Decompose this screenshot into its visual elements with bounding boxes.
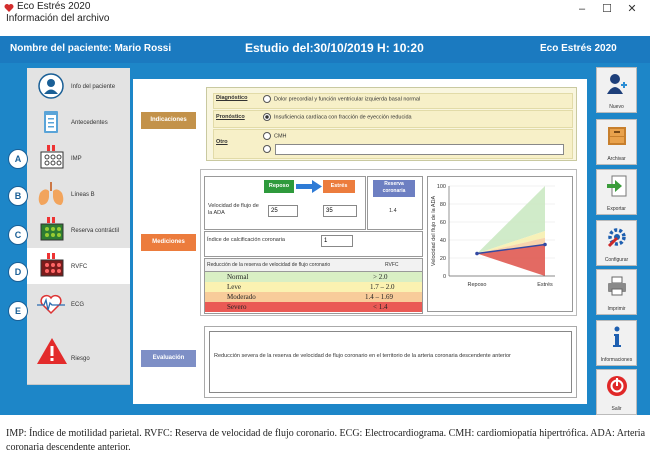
minimize-button[interactable]: – bbox=[578, 3, 586, 15]
table-row-normal bbox=[205, 272, 422, 282]
app-name: Eco Estrés 2020 bbox=[540, 43, 617, 54]
evaluacion-text: Reducción severa de la reserva de velocidad de flujo coronario en el territorio de la arteria coronaria descendente anterior bbox=[214, 353, 511, 359]
row-grade: Severo bbox=[227, 303, 247, 311]
y-tick-label: 40 bbox=[439, 238, 446, 244]
evaluacion-textarea[interactable] bbox=[209, 331, 572, 393]
window-title: Eco Estrés 2020 bbox=[17, 1, 91, 12]
figure-caption: IMP: Índice de motilidad parietal. RVFC: Reserva de velocidad de flujo coronario. ECG: Electrocardiograma. CMH: cardiomiopatía hipertrófica. ADA: Arteria coronaria descendente anterior. bbox=[6, 428, 646, 453]
y-tick-label: 80 bbox=[439, 202, 446, 208]
row-value: 1.4 – 1.69 bbox=[365, 293, 393, 301]
mediciones-tag: Mediciones bbox=[141, 234, 196, 251]
calcification-box bbox=[204, 231, 423, 257]
x-tick-label: Reposo bbox=[467, 282, 487, 288]
imprimir-label: Imprimir bbox=[607, 306, 626, 312]
clipboard-icon bbox=[35, 109, 67, 135]
row-grade: Leve bbox=[227, 283, 241, 291]
lungs-icon bbox=[35, 181, 67, 207]
imprimir-button[interactable] bbox=[596, 269, 637, 315]
pronostico-label: Pronóstico bbox=[216, 114, 245, 120]
data-point bbox=[543, 243, 547, 247]
sidebar-item-label: Riesgo bbox=[71, 356, 90, 362]
sidebar-item-reserva-contractil[interactable] bbox=[27, 212, 130, 249]
y-tick-label: 20 bbox=[439, 256, 446, 262]
row-value: 1.7 – 2.0 bbox=[370, 283, 395, 291]
nuevo-button[interactable] bbox=[596, 67, 637, 113]
sidebar-item-label: Reserva contráctil bbox=[71, 228, 120, 234]
exportar-button[interactable] bbox=[596, 169, 637, 215]
configurar-button[interactable] bbox=[596, 220, 637, 266]
calcification-input[interactable]: 1 bbox=[321, 235, 353, 247]
radio-free-icon bbox=[263, 145, 271, 153]
data-point bbox=[475, 252, 479, 256]
letter-badge-d: D bbox=[8, 262, 28, 282]
pronostico-radio[interactable] bbox=[263, 113, 412, 121]
sidebar-item-label: IMP bbox=[71, 156, 82, 162]
letter-badge-a: A bbox=[8, 149, 28, 169]
table-row-severo bbox=[205, 302, 422, 312]
export-icon bbox=[606, 174, 628, 198]
archive-icon bbox=[606, 124, 628, 148]
y-axis-label: Velocidad del flujo de la ADA bbox=[431, 195, 437, 267]
table-row-leve bbox=[205, 282, 422, 292]
sidebar-item-label: RVFC bbox=[71, 264, 88, 270]
diagnostico-option: Dolor precordial y función ventricular izquierda basal normal bbox=[274, 96, 421, 103]
letter-badge-e: E bbox=[8, 301, 28, 321]
archivar-button[interactable] bbox=[596, 119, 637, 165]
otro-radio-cmh[interactable] bbox=[263, 132, 287, 140]
table-row-moderado bbox=[205, 292, 422, 302]
nuevo-label: Nuevo bbox=[609, 104, 624, 110]
sidebar-item-label: Líneas B bbox=[71, 192, 95, 198]
y-tick-label: 100 bbox=[436, 184, 446, 190]
sidebar-item-label: Info del paciente bbox=[71, 84, 116, 90]
salir-button[interactable] bbox=[596, 369, 637, 415]
new-user-icon bbox=[606, 72, 628, 96]
power-icon bbox=[606, 374, 628, 398]
sidebar-item-patient-info[interactable] bbox=[27, 68, 130, 105]
sidebar-item-rvfc[interactable] bbox=[27, 248, 130, 285]
letter-badge-b: B bbox=[8, 186, 28, 206]
otro-text-input[interactable] bbox=[275, 144, 564, 155]
velocity-label: Velocidad de flujo de la ADA bbox=[208, 203, 259, 216]
evaluacion-tag: Evaluación bbox=[141, 350, 196, 367]
pronostico-option: Insuficiencia cardíaca con fracción de eyección reducida bbox=[274, 114, 412, 121]
velocity-stress-input[interactable]: 35 bbox=[323, 205, 357, 217]
letter-badge-c: C bbox=[8, 225, 28, 245]
row-grade: Moderado bbox=[227, 293, 256, 301]
close-button[interactable]: ✕ bbox=[627, 3, 637, 15]
patient-icon bbox=[35, 73, 67, 99]
coronary-flow-icon bbox=[35, 253, 67, 279]
velocity-rest-input[interactable]: 25 bbox=[268, 205, 298, 217]
informaciones-button[interactable] bbox=[596, 320, 637, 366]
archivar-label: Archivar bbox=[607, 156, 626, 162]
sidebar-item-label: ECG bbox=[71, 302, 85, 308]
y-tick-label: 0 bbox=[442, 274, 446, 280]
arrow-right-icon bbox=[296, 180, 322, 193]
sidebar-item-antecedentes[interactable] bbox=[27, 104, 130, 141]
wall-motion-icon bbox=[35, 145, 67, 171]
x-tick-label: Estrés bbox=[537, 282, 553, 288]
exportar-label: Exportar bbox=[607, 206, 626, 212]
velocity-chart bbox=[427, 176, 572, 311]
sidebar-item-imp[interactable] bbox=[27, 140, 130, 177]
salir-label: Salir bbox=[611, 406, 622, 412]
sidebar-item-lineas-b[interactable] bbox=[27, 176, 130, 213]
maximize-button[interactable]: ☐ bbox=[602, 3, 612, 15]
info-icon bbox=[606, 325, 628, 349]
row-value: < 1.4 bbox=[373, 303, 388, 311]
settings-icon bbox=[606, 225, 628, 249]
study-date: Estudio del:30/10/2019 H: 10:20 bbox=[245, 41, 424, 55]
row-grade: Normal bbox=[227, 273, 249, 281]
reserva-header: Reserva coronaria bbox=[373, 180, 415, 197]
estres-header: Estrés bbox=[323, 180, 355, 193]
radio-cmh-icon bbox=[263, 132, 271, 140]
table-header-grade: Reducción de la reserva de velocidad de flujo coronario bbox=[207, 262, 331, 268]
calcification-label: Índice de calcificación coronaria bbox=[207, 237, 285, 243]
indicaciones-panel bbox=[206, 87, 577, 161]
app-logo-icon bbox=[4, 3, 14, 13]
diagnostico-radio[interactable] bbox=[263, 95, 420, 103]
rvfc-table bbox=[204, 258, 423, 314]
otro-label: Otro bbox=[216, 139, 228, 145]
ecg-icon bbox=[35, 291, 67, 317]
sidebar-item-riesgo[interactable] bbox=[27, 326, 130, 385]
table-header-rvfc: RVFC bbox=[385, 262, 399, 268]
informaciones-label: Informaciones bbox=[600, 357, 633, 363]
configurar-label: Configurar bbox=[604, 257, 629, 263]
evaluacion-panel bbox=[204, 326, 577, 398]
sidebar-item-label: Antecedentes bbox=[71, 120, 108, 126]
reserva-value: 1.4 bbox=[389, 208, 397, 214]
reposo-header: Reposo bbox=[264, 180, 294, 193]
radio-selected-icon bbox=[263, 113, 271, 121]
indicaciones-tag: Indicaciones bbox=[141, 112, 196, 129]
sidebar bbox=[27, 68, 130, 384]
radio-diagnostico-icon bbox=[263, 95, 271, 103]
printer-icon bbox=[606, 274, 628, 298]
diagnostico-label: Diagnóstico bbox=[216, 95, 248, 101]
patient-name: Nombre del paciente: Mario Rossi bbox=[10, 43, 172, 54]
warning-icon bbox=[35, 336, 69, 366]
row-value: > 2.0 bbox=[373, 273, 388, 281]
window-subtitle: Información del archivo bbox=[6, 13, 110, 24]
otro-radio-free[interactable] bbox=[263, 145, 274, 153]
sidebar-item-ecg[interactable] bbox=[27, 284, 130, 327]
y-tick-label: 60 bbox=[439, 220, 446, 226]
contractile-icon bbox=[35, 217, 67, 243]
otro-option: CMH bbox=[274, 133, 287, 140]
